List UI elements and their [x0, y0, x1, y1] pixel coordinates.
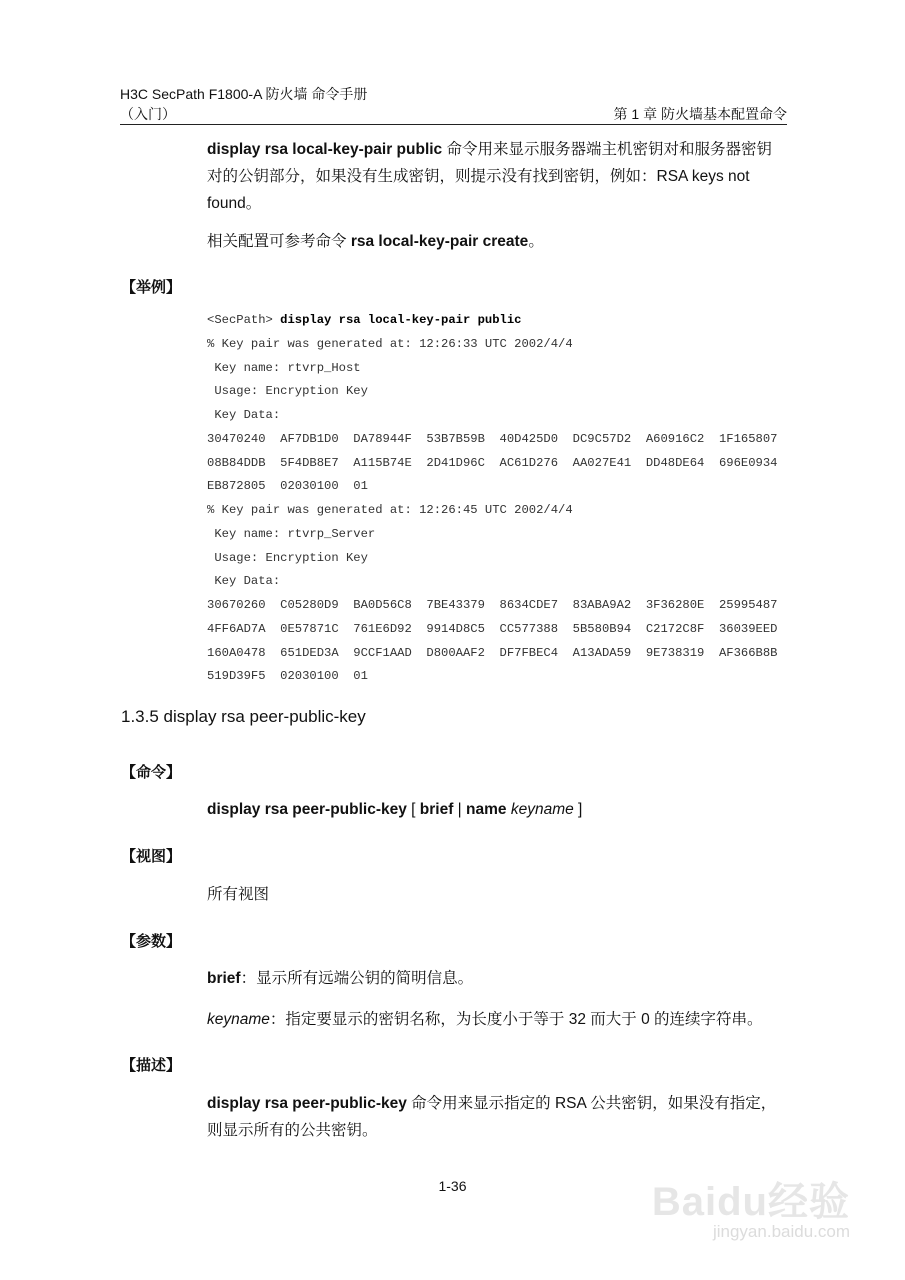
intro-text: 命令用来显示服务器端主机密钥对和服务器密钥对的公钥部分，如果没有生成密钥，则提示没有找到密钥，例如：RSA keys not found。: [207, 141, 772, 212]
section-command-title: 【命令】: [121, 764, 182, 781]
example-code-block: [207, 309, 787, 689]
code-line: 519D39F5 02030100 01: [207, 669, 368, 684]
intro-paragraph: [207, 136, 782, 217]
code-command: display rsa local-key-pair public: [280, 313, 522, 327]
param-keyname-label: keyname: [207, 1011, 270, 1028]
code-line: Usage: Encryption Key: [207, 384, 368, 399]
watermark: [640, 1150, 850, 1250]
syntax-bracket-open: [: [406, 801, 420, 818]
header-chapter: 第 1 章 防火墙基本配置命令: [613, 106, 787, 122]
code-line: % Key pair was generated at: 12:26:33 UTC 2002/4/4: [207, 336, 573, 351]
code-line: 30470240 AF7DB1D0 DA78944F 53B7B59B 40D425D0 DC9C57D2 A60916C2 1F165807: [207, 431, 778, 446]
page-number: 1-36: [438, 1178, 467, 1194]
code-line: Key Data:: [207, 574, 281, 589]
watermark-brand: Baidu经验: [651, 1180, 850, 1224]
desc-text: 命令用来显示指定的 RSA 公共密钥，如果没有指定，则显示所有的公共密钥。: [207, 1095, 777, 1139]
reference-prefix: 相关配置可参考命令: [207, 233, 351, 250]
code-line: 08B84DDB 5F4DB8E7 A115B74E 2D41D96C AC61D276 AA027E41 DD48DE64 696E0934: [207, 455, 778, 470]
param-keyname-text: ：指定要显示的密钥名称，为长度小于等于 32 而大于 0 的连续字符串。: [269, 1011, 763, 1028]
code-prompt: <SecPath>: [207, 313, 281, 327]
reference-paragraph: [207, 228, 782, 255]
section-view-title: 【视图】: [121, 848, 182, 865]
desc-command: display rsa peer-public-key: [207, 1095, 407, 1112]
syntax-keyname: keyname: [510, 801, 574, 818]
reference-suffix: 。: [528, 233, 544, 250]
description-paragraph: [207, 1090, 782, 1144]
syntax-name: name: [466, 801, 507, 818]
header-title: H3C SecPath F1800-A 防火墙 命令手册: [120, 86, 368, 102]
header-subtitle: （入门）: [120, 106, 176, 122]
code-line: EB872805 02030100 01: [207, 479, 368, 494]
view-text: 所有视图: [207, 886, 270, 903]
syntax-bracket-close: ]: [573, 801, 583, 818]
param-brief-label: brief: [207, 970, 241, 987]
page-header: [120, 84, 787, 125]
syntax-brief: brief: [419, 801, 454, 818]
section-desc-title: 【描述】: [121, 1057, 182, 1074]
section-heading: 1.3.5 display rsa peer-public-key: [121, 707, 366, 726]
syntax-command: display rsa peer-public-key: [207, 801, 407, 818]
code-line: Key name: rtvrp_Server: [207, 526, 376, 541]
section-params-title: 【参数】: [121, 933, 182, 950]
code-line: Key Data:: [207, 408, 281, 422]
param-brief: [207, 965, 782, 992]
code-line: 30670260 C05280D9 BA0D56C8 7BE43379 8634CDE7 83ABA9A2 3F36280E 25995487: [207, 598, 778, 612]
param-keyname: [207, 1006, 782, 1033]
intro-command: display rsa local-key-pair public: [207, 141, 443, 158]
code-line: Usage: Encryption Key: [207, 550, 368, 565]
code-line: 160A0478 651DED3A 9CCF1AAD D800AAF2 DF7FBEC4 A13ADA59 9E738319 AF366B8B: [207, 645, 778, 660]
code-line: 4FF6AD7A 0E57871C 761E6D92 9914D8C5 CC577388 5B580B94 C2172C8F 36039EED: [207, 621, 778, 636]
code-line: Key name: rtvrp_Host: [207, 360, 361, 375]
watermark-url: jingyan.baidu.com: [712, 1222, 850, 1241]
code-line: % Key pair was generated at: 12:26:45 UTC 2002/4/4: [207, 503, 573, 517]
command-syntax: [207, 796, 782, 823]
reference-command: rsa local-key-pair create: [350, 233, 529, 250]
syntax-separator: |: [453, 801, 467, 818]
section-example-title: 【举例】: [121, 279, 182, 296]
code-line: [207, 309, 787, 333]
param-brief-text: ：显示所有远端公钥的简明信息。: [240, 970, 474, 987]
